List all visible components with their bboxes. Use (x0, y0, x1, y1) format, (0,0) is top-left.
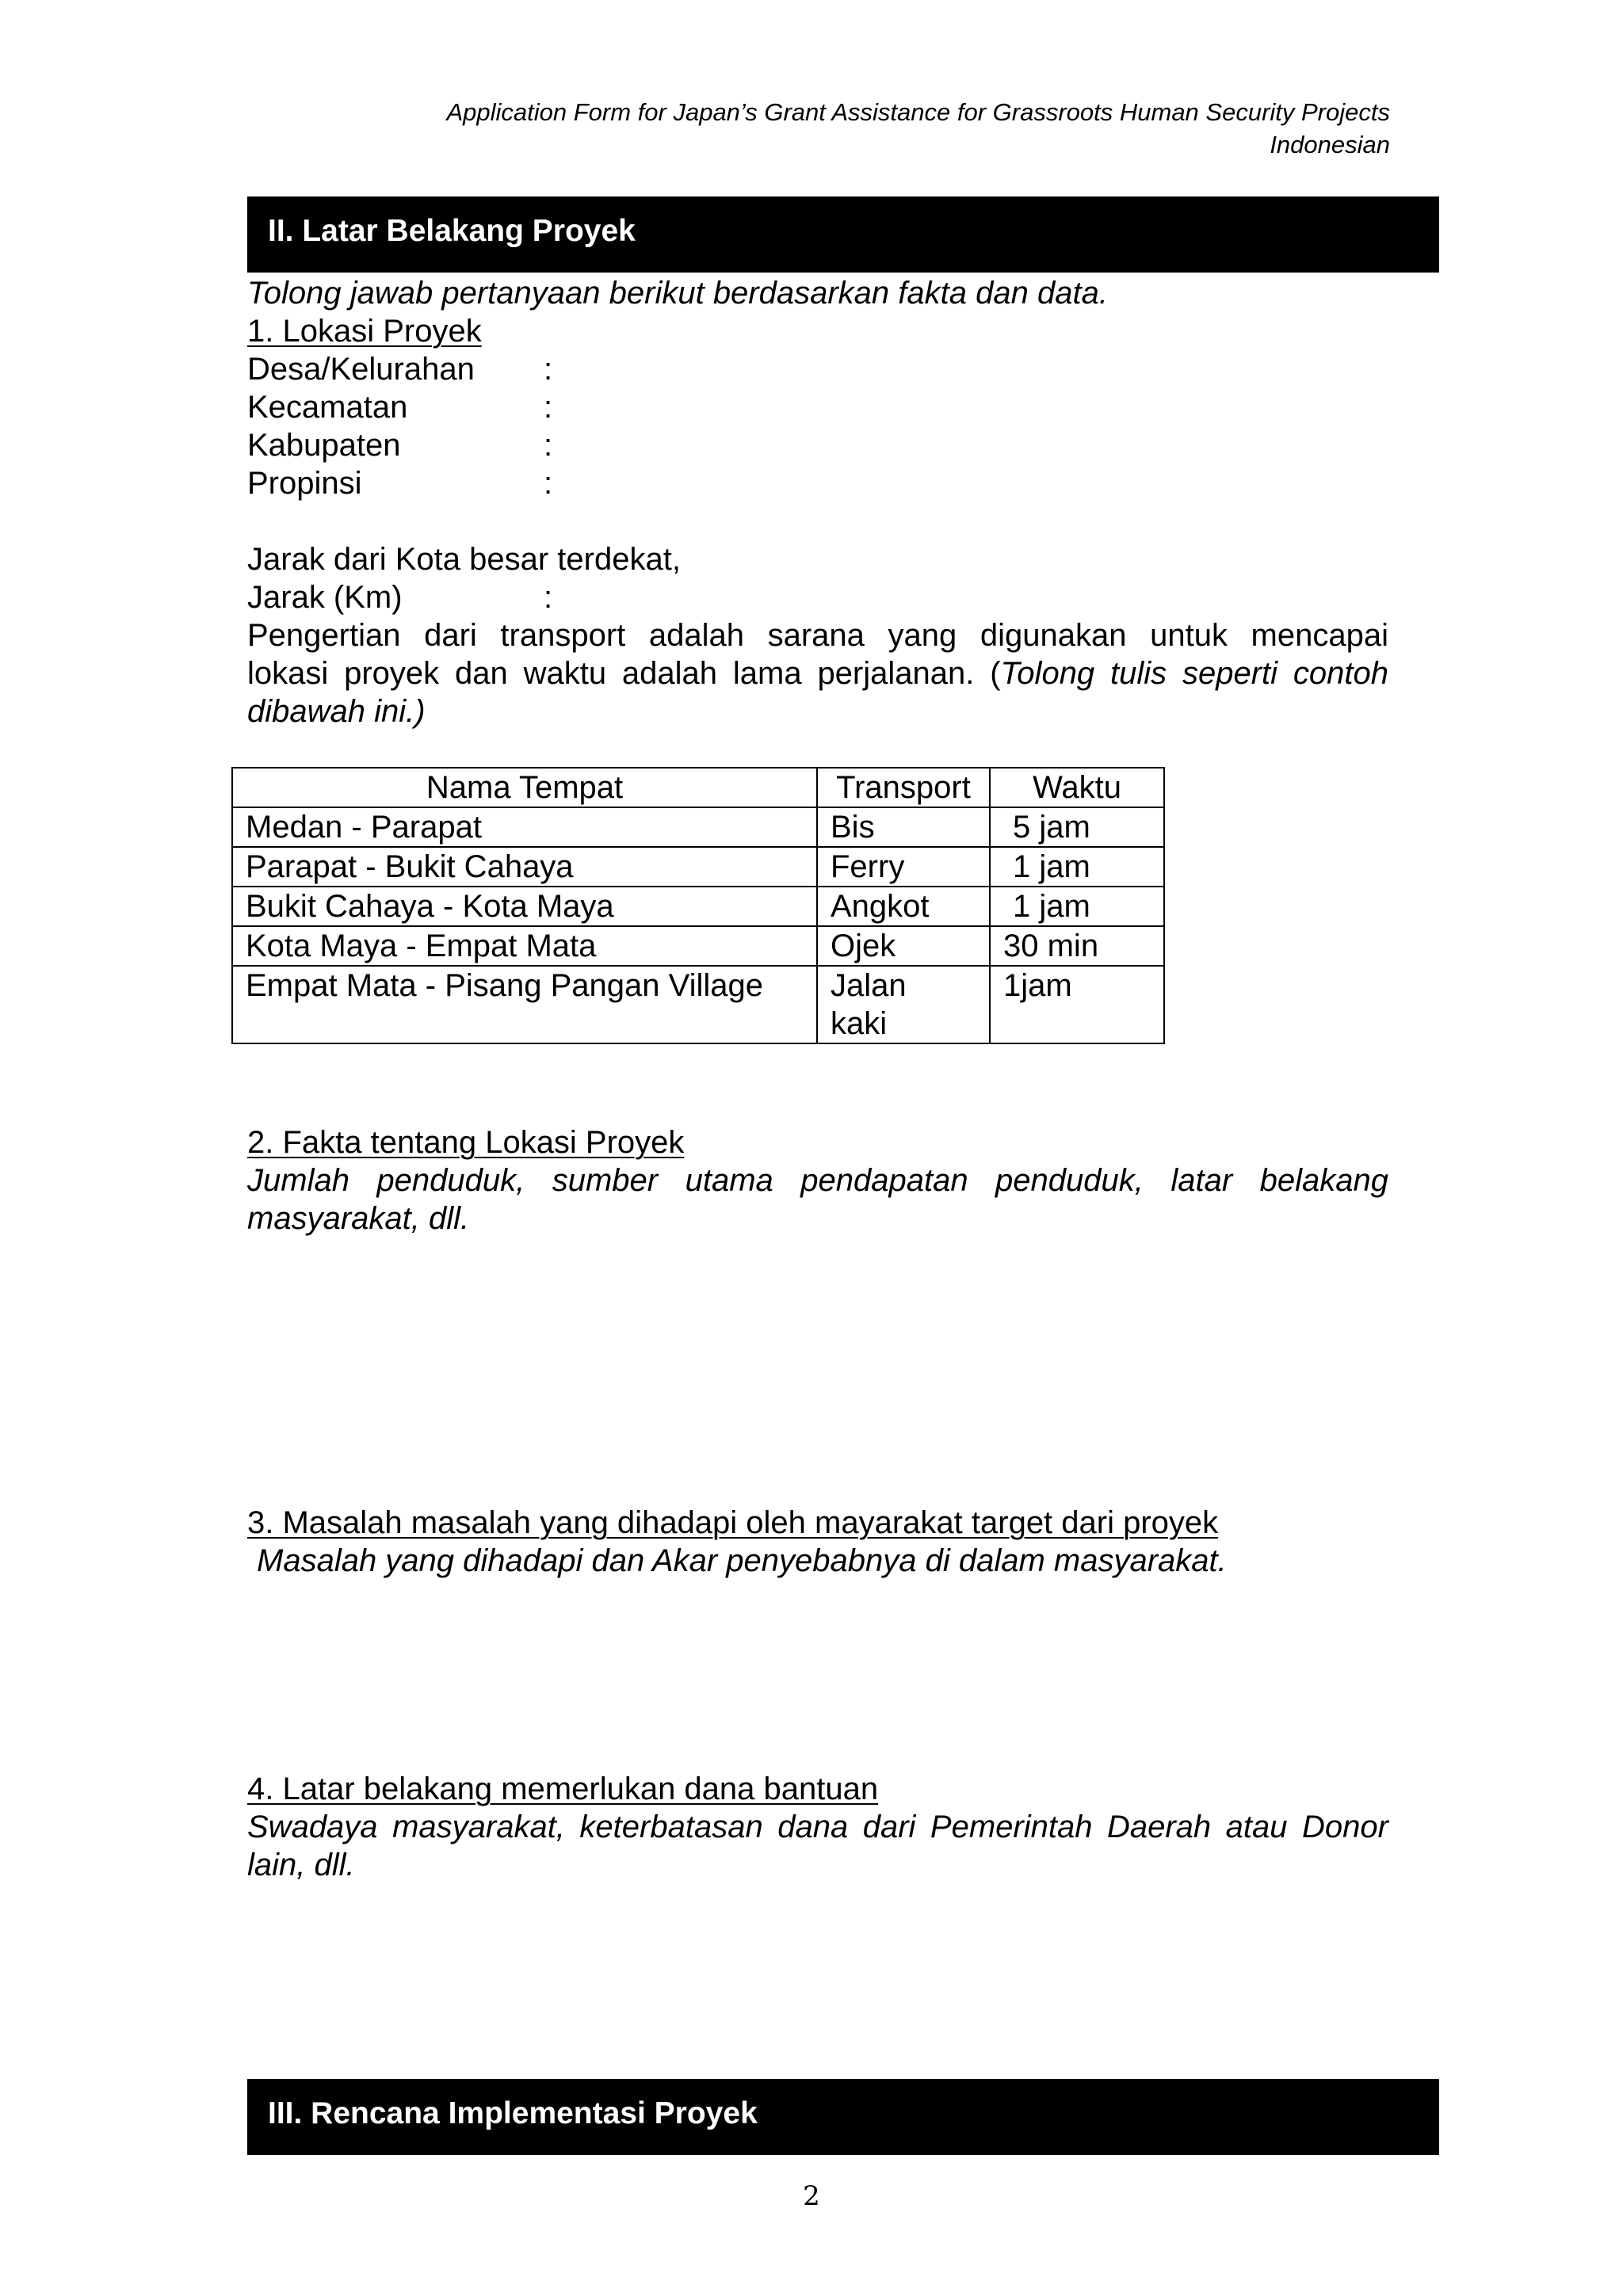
route-time-cell: 1 jam (990, 847, 1164, 887)
route-transport-line-1: Jalan (831, 968, 907, 1003)
document-header-title: Application Form for Japan’s Grant Assistance for Grassroots Human Security Projects (446, 98, 1390, 126)
route-place-cell: Bukit Cahaya - Kota Maya (232, 887, 817, 926)
distance-label: Jarak (Km) (247, 580, 403, 615)
table-row (232, 847, 1164, 887)
route-time-cell: 30 min (990, 926, 1164, 966)
problems-description: Masalah yang dihadapi dan Akar penyebabnya di dalam masyarakat. (257, 1543, 1227, 1578)
section-2-title-bar (247, 196, 1439, 273)
route-time-cell: 5 jam (990, 807, 1164, 847)
field-colon: : (544, 580, 553, 615)
problems-heading: 3. Masalah masalah yang dihadapi oleh mayarakat target dari proyek (247, 1505, 1219, 1540)
table-row (232, 966, 1164, 1043)
transport-explanation-line-2 (247, 654, 1388, 692)
column-header-time: Waktu (990, 768, 1164, 807)
facts-description-line-2: masyarakat, dll. (247, 1201, 470, 1236)
route-transport-cell: Ferry (817, 847, 990, 887)
funding-description-line-2: lain, dll. (247, 1848, 355, 1882)
location-heading: 1. Lokasi Proyek (247, 314, 482, 349)
field-label-regency: Kabupaten (247, 428, 401, 463)
route-transport-cell: Bis (817, 807, 990, 847)
route-transport-cell: Ojek (817, 926, 990, 966)
column-header-place: Nama Tempat (232, 768, 817, 807)
distance-intro: Jarak dari Kota besar terdekat, (247, 542, 681, 577)
facts-description-line-1: Jumlah penduduk, sumber utama pendapatan penduduk, latar belakang (247, 1163, 1388, 1198)
route-time-cell: 1 jam (990, 887, 1164, 926)
facts-heading: 2. Fakta tentang Lokasi Proyek (247, 1125, 685, 1160)
transport-explanation-italic: Tolong tulis seperti contoh (1000, 656, 1389, 691)
section-3-title-bar (247, 2079, 1439, 2155)
route-place-cell: Parapat - Bukit Cahaya (232, 847, 817, 887)
transport-explanation-line-1: Pengertian dari transport adalah sarana yang digunakan untuk mencapai (247, 618, 1388, 653)
section-2-instruction: Tolong jawab pertanyaan berikut berdasarkan fakta dan data. (247, 276, 1108, 311)
field-label-province: Propinsi (247, 466, 362, 501)
field-colon: : (544, 428, 553, 463)
route-transport-cell: Angkot (817, 887, 990, 926)
route-table (231, 767, 1165, 1044)
route-transport-cell (817, 966, 990, 1043)
route-transport-line-2: kaki (831, 1006, 888, 1041)
field-colon: : (544, 466, 553, 501)
funding-description-line-1: Swadaya masyarakat, keterbatasan dana dari Pemerintah Daerah atau Donor (247, 1810, 1388, 1844)
section-3-title: III. Rencana Implementasi Proyek (268, 2096, 758, 2130)
field-label-district: Kecamatan (247, 390, 408, 425)
funding-heading: 4. Latar belakang memerlukan dana bantuan (247, 1772, 879, 1806)
route-place-cell: Kota Maya - Empat Mata (232, 926, 817, 966)
route-place-cell: Medan - Parapat (232, 807, 817, 847)
field-colon: : (544, 390, 553, 425)
transport-explanation-plain: lokasi proyek dan waktu adalah lama perjalanan. ( (247, 656, 1001, 691)
section-2-title: II. Latar Belakang Proyek (268, 214, 636, 248)
table-row (232, 926, 1164, 966)
route-place-cell: Empat Mata - Pisang Pangan Village (232, 966, 817, 1043)
field-colon: : (544, 352, 553, 387)
route-time-cell: 1jam (990, 966, 1164, 1043)
page-number: 2 (803, 2180, 820, 2212)
field-label-village: Desa/Kelurahan (247, 352, 475, 387)
route-table-header-row (232, 768, 1164, 807)
document-header-language: Indonesian (1270, 131, 1390, 158)
transport-explanation-line-3: dibawah ini.) (247, 694, 426, 729)
table-row (232, 807, 1164, 847)
table-row (232, 887, 1164, 926)
column-header-transport: Transport (817, 768, 990, 807)
